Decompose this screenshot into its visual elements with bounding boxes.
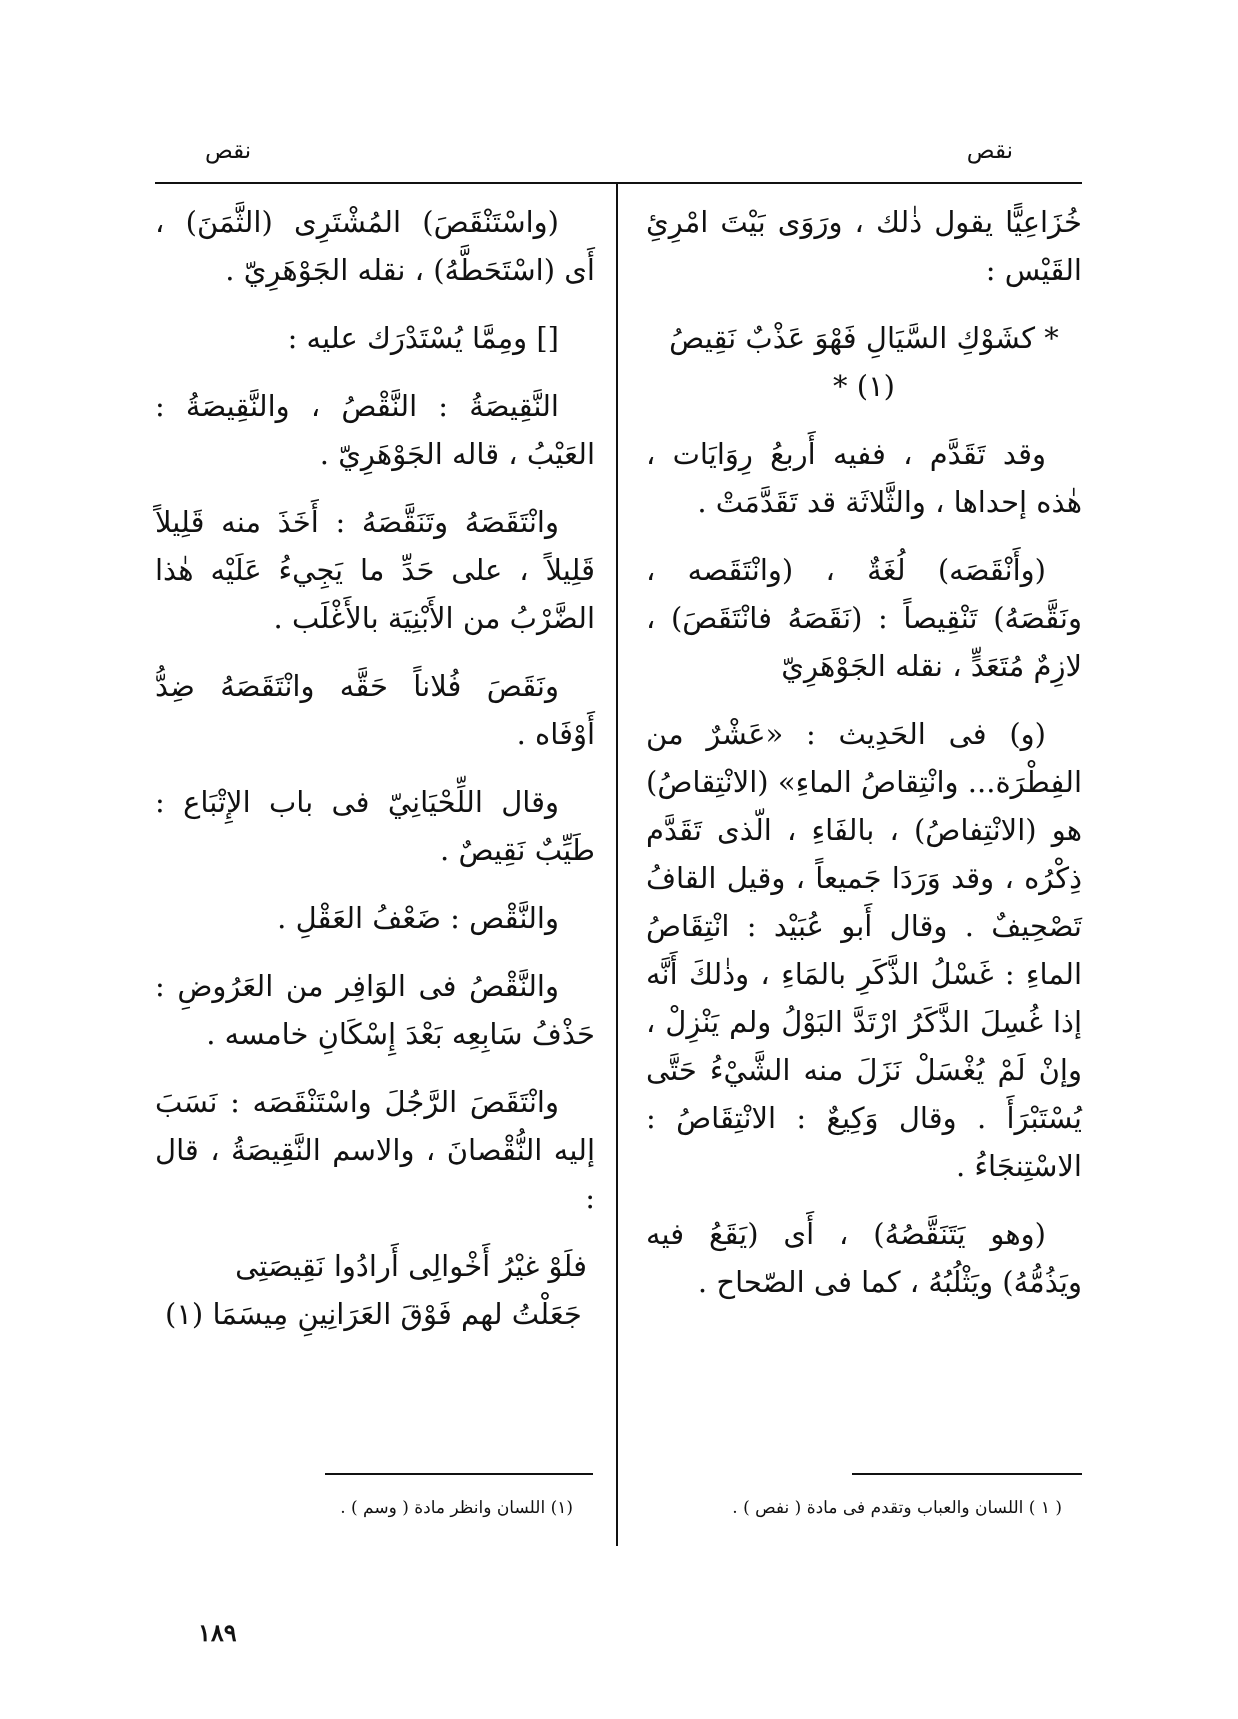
paragraph: والنَّقْص : ضَعْفُ العَقْلِ .: [277, 901, 559, 935]
running-header-left: نقص: [205, 138, 252, 164]
verse-line: * كشَوْكِ السَّيَالِ فَهْوَ عَذْبٌ نَقِيصُ (١) *: [669, 321, 1059, 403]
poem-line-1: فلَوْ غيْرُ أَخْوالِى أَرادُوا نَقِيصَتِى: [235, 1249, 587, 1283]
column-divider: [616, 184, 618, 1546]
left-column: [155, 198, 595, 1358]
footnote-rule-left: [325, 1473, 593, 1475]
running-header-right: نقص: [966, 138, 1013, 164]
header-rule: [155, 182, 1082, 184]
paragraph: وانْتَقَصَ الرَّجُلَ واسْتَنْقَصَه : نَسَبَ إليه النُّقْصانَ ، والاسم النَّقِيصَةُ ، قال :: [155, 1085, 595, 1215]
paragraph: (و) فى الحَدِيث : «عَشْرٌ من الفِطْرَة... وانْتِقاصُ الماءِ» (الانْتِقاصُ) هو (الانْتِفاصُ) ، بالفَاءِ ، الّذى تَقَدَّم ذِكْرُه ، وقد وَرَدَا جَميعاً ، وقيل القافُ تَصْحِيفٌ . وقال أَبو عُبَيْد : انْتِقَاصُ الماءِ : غَسْلُ الذَّكَرِ بالمَاءِ ، وذٰلكَ أَنَّه إذا غُسِلَ الذَّكَرُ ارْتَدَّ البَوْلُ ولم يَنْزِلْ ، وإنْ لَمْ يُغْسَلْ نَزَلَ منه الشَّيْءُ حَتَّى يُسْتَبْرَأَ . وقال وَكِيعٌ : الانْتِقَاصُ : الاسْتِنجَاءُ .: [646, 717, 1082, 1183]
paragraph: النَّقِيصَةُ : النَّقْصُ ، والنَّقِيصَةُ : العَيْبُ ، قاله الجَوْهَرِيّ .: [155, 389, 595, 471]
footnote-rule-right: [852, 1473, 1082, 1475]
paragraph: ونَقَصَ فُلاناً حَقَّه وانْتَقَصَهُ ضِدُّ أَوْفَاه .: [155, 669, 595, 751]
paragraph: والنَّقْصُ فى الوَافِر من العَرُوضِ : حَذْفُ سَابِعِه بَعْدَ إِسْكَانِ خامسه .: [155, 969, 595, 1051]
paragraph: وقال اللِّحْيَانِيّ فى باب الإِتْبَاع : طَيِّبٌ نَقِيصٌ .: [155, 785, 595, 867]
right-column: [646, 198, 1082, 1326]
paragraph: (وهو يَتَنَقَّصُهُ) ، أَى (يَقَعُ فيه ويَذُمُّهُ) ويَثْلُبُهُ ، كما فى الصّحاح .: [646, 1217, 1082, 1299]
paragraph: (وأَنْقَصَه) لُغَةٌ ، (وانْتَقَصه ، ونَقَّصَهُ) تَنْقِيصاً : (نَقَصَهُ فانْتَقَصَ) ، لازِمٌ مُتَعَدٍّ ، نقله الجَوْهَرِيّ: [646, 553, 1082, 683]
page-number: ١٨٩: [198, 1618, 237, 1647]
paragraph: (واسْتَنْقَصَ) المُشْتَرِى (الثَّمَنَ) ، أَى (اسْتَحَطَّهُ) ، نقله الجَوْهَرِيّ .: [155, 205, 595, 287]
poem-line-2: جَعَلْتُ لهم فَوْقَ العَرَانِينِ مِيسَمَا (١): [165, 1297, 582, 1331]
paragraph: وقد تَقَدَّم ، ففيه أَربعُ رِوَايَات ، هٰذه إحداها ، والثَّلاثَة قد تَقَدَّمَتْ .: [646, 437, 1082, 519]
footnote-left: (١) اللسان وانظر مادة ( وسم ) .: [340, 1498, 573, 1518]
paragraph: خُزَاعِيًّا يقول ذٰلك ، ورَوَى بَيْتَ امْرِئِ القَيْس :: [646, 205, 1082, 287]
section-marker: [] ومِمَّا يُسْتَدْرَك عليه :: [287, 321, 559, 355]
poem: [155, 1242, 595, 1338]
paragraph: وانْتَقَصَهُ وتَنَقَّصَهُ : أَخَذَ منه قَلِيلاً قَلِيلاً ، على حَدِّ ما يَجِيءُ عَلَيْه هٰذا الضَّرْبُ من الأَبْنِيَة بالأَغْلَب .: [155, 505, 595, 635]
footnote-right: ( ١ ) اللسان والعباب وتقدم فى مادة ( نفص ) .: [732, 1498, 1062, 1518]
